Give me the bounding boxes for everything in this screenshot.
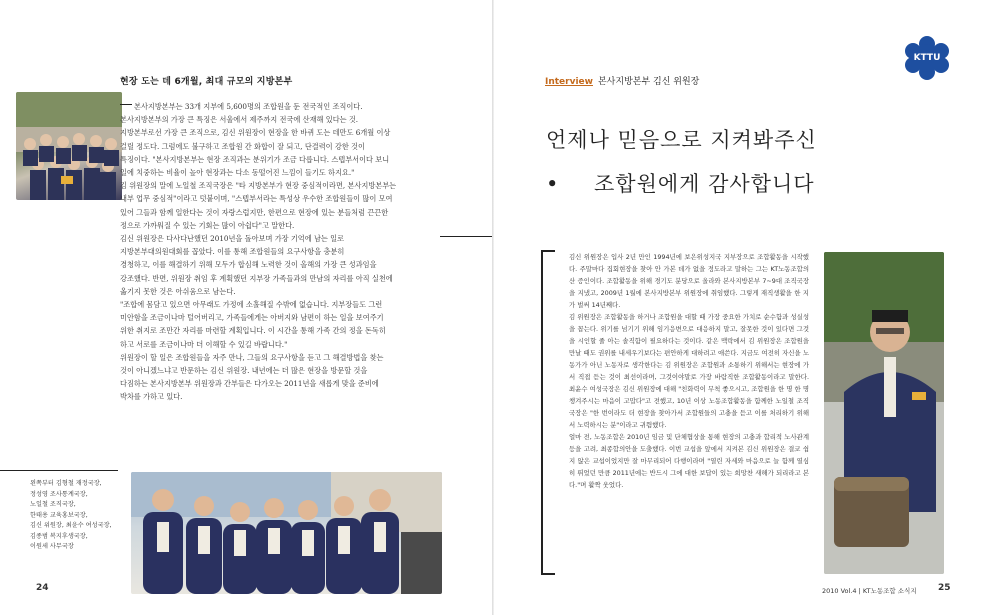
paragraph-line: 경청하고, 이를 해결하기 위해 모두가 합심해 노력한 것이 올해의 가장 큰 성과임을	[120, 260, 377, 270]
interview-subject: 본사지방본부 김신 위원장	[597, 77, 700, 87]
paragraph-line: 하고 서로를 조금이나마 더 이해할 수 있길 바랍니다."	[120, 339, 288, 349]
article-body-right	[569, 251, 809, 491]
paragraph-line: 걸릴 정도다. 그럼에도 불구하고 조합원 간 화합이 잘 되고, 단결력이 강한 것이	[120, 141, 365, 151]
text-frame-rule	[541, 250, 543, 575]
page-number-left: 24	[36, 583, 49, 593]
paragraph-line: 지방본부대의원대회를 꼽았다. 이를 통해 조합원들의 요구사항을 충분히	[120, 247, 345, 257]
headline-line-2-wrap	[546, 168, 815, 198]
caption-line: 한태용 교육홍보국장,	[30, 511, 88, 519]
section-title: 현장 도는 데 6개월, 최대 규모의 지방본부	[120, 77, 293, 87]
paragraph-line: 본사지방본부는 33개 지부에 5,600명의 조합원을 둔 전국적인 조직이다.	[134, 102, 363, 111]
caption-line: 노일철 조직국장,	[30, 501, 76, 508]
caption-line: 정성영 조사통계국장,	[30, 490, 88, 498]
paragraph-line: "조합에 몸담고 있으면 아무래도 가정에 소홀해질 수밖에 없습니다. 지부장들도 그런	[120, 300, 383, 310]
paragraph-line: 김 위원장의 말에 노일철 조직국장은 "타 지방본부가 현장 중심적이라면, 본사지방본부는	[120, 181, 397, 191]
paragraph-line: 박차를 가하고 있다.	[120, 392, 183, 402]
portrait-photo	[824, 252, 944, 574]
portrait-illustration	[824, 252, 944, 574]
caption-line: 김종범 복지후생국장,	[30, 532, 88, 540]
interview-paragraph: 얼마 전, 노동조합은 2010년 임금 및 단체협상을 통해 현장의 고충과 합리적 노사관계 등을 고려, 최종합의안을 도출했다. 이번 교섭을 앞에서 지켜본 김신 위원장은 결코 쉽지 않은 교섭이었지만 잘 마무리되어 다행이라며 "열린 자세와 마음으로 늘 함께 열심히 뛰었던 만큼 2011년에는 반드시 그에 대한 보답이 있는 희망찬 새해가 되리라고 본다."며 활짝 웃었다.	[569, 433, 809, 489]
group-photo-illustration	[16, 92, 122, 200]
paragraph-line: 옮기지 못한 것은 아쉬움으로 남는다.	[120, 286, 236, 296]
page-number-right: 25	[938, 583, 951, 593]
article-body-left	[120, 100, 455, 404]
text-frame-rule	[541, 250, 555, 252]
interview-paragraph: 김신 위원장은 입사 2년 만인 1994년에 보은위성지국 지부장으로 조합활동을 시작했다. 주말마다 집회현장을 찾아 안 가본 데가 없을 정도라고 말하는 그는 KT노동조합의 산 증인이다. 조합활동을 위해 경기도 분당으로 올라와 본사지방본부 7~9대 조직국장을 지냈고, 2009년 1월에 본사지방본부 위원장에 취임했다. 그렇게 재직생활을 한 지가 벌써 14년째다.	[569, 253, 809, 309]
paragraph-line: 것이 아니겠느냐고 반문하는 김신 위원장. 내년에는 더 많은 현장을 방문할 것을	[120, 366, 368, 376]
interview-paragraph: 김 위원장은 조합활동을 하거나 조합원을 대할 때 가장 중요한 가치로 순수함과 성실성을 꼽는다. 위기를 넘기기 위해 임기응변으로 대응하지 말고, 잘못한 것이 있다면 그것을 시인할 줄 아는 솔직함이 필요하다는 것이다. 같은 맥락에서 김 위원장은 조합원을 만날 때도 권위를 내세우기보다는 편안하게 대하려고 애쓴다. 지금도 여전히 자신을 노동가가 아닌 노동자로 생각한다는 김 위원장은 조합원과 소통하기 위해서는 현장에 가서 직접 듣는 것이 최선이라며, 그것이야말로 가장 바람직한 조합활동이라고 말한다. 최윤수 여성국장은 김신 위원장에 대해 "친화력이 무척 좋으시고, 조합원을 한 명 한 명 챙겨주시는 마음이 고맙다"고 전했고, 10년 이상 노동조합활동을 함께한 노일철 조직국장은 "한 번이라도 더 현장을 찾아가서 조합원들의 고충을 듣고 이를 처리하기 위해서 노력하시는 분"이라고 귀띔했다.	[569, 313, 809, 429]
caption-line: 이원세 사무국장	[30, 543, 74, 550]
paragraph-line: 다짐하는 본사지방본부 위원장과 간부들은 다가오는 2011년을 새롭게 맞을 준비에	[120, 379, 379, 389]
interview-label: Interview	[545, 77, 593, 87]
paragraph-line: 강조했다. 반면, 위원장 취임 후 계획했던 지부장 가족들과의 만남의 자리를 아직 실천에	[120, 273, 393, 283]
paragraph-line: 일에 치중하는 비율이 높아 현장과는 다소 동떨어진 느낌이 들기도 하지요."	[120, 168, 355, 178]
paragraph-line: 위원장이 할 일은 조합원들을 자주 만나, 그들의 요구사항을 듣고 그 해결방법을 찾는	[120, 352, 384, 362]
logo-text: KTTU	[913, 53, 941, 63]
headline-line-2: 조합원에게 감사합니다	[594, 172, 815, 196]
paragraph-line: 미안함을 조금이나마 털어버리고, 가족들에게는 아버지와 남편이 하는 일을 보여주기	[120, 313, 384, 323]
interview-header	[545, 74, 699, 87]
headline-bullet: •	[546, 172, 560, 196]
group-photo-bottom	[131, 472, 442, 594]
caption-line: 김신 위원장, 최윤수 여성국장,	[30, 522, 112, 529]
paragraph-line: 있어 그들과 함께 일한다는 것이 자랑스럽지만, 한편으로 현장에 있는 분들처럼 끈끈한	[120, 207, 389, 217]
paragraph-line: 특징이다. "본사지방본부는 현장 조직과는 분위기가 조금 다릅니다. 스텝부서이다 보니	[120, 154, 390, 164]
paragraph-line: 내부 업무 중심적"이라고 덧붙이며, "스텝부서라는 특성상 우수한 조합원들이 많이 모여	[120, 194, 393, 204]
text-frame-rule	[541, 573, 555, 575]
paragraph-line: 본사지방본부의 가장 큰 특징은 서울에서 제주까지 전국에 산재해 있다는 것.	[120, 115, 359, 125]
caption-line: 왼쪽부터 김형철 재정국장,	[30, 480, 102, 487]
paragraph-line: 정으로 가까워질 수 있는 기회는 많이 아쉽다"고 말한다.	[120, 220, 295, 230]
group-photo-top	[16, 92, 122, 200]
photo-caption	[30, 479, 120, 553]
issue-footer: 2010 Vol.4 | KT노동조합 소식지	[822, 587, 917, 595]
caption-rule	[0, 470, 118, 471]
page-gutter	[492, 0, 494, 615]
headline-line-1: 언제나 믿음으로 지켜봐주신	[546, 128, 817, 152]
paragraph-line: 지방본부로선 가장 큰 조직으로, 김신 위원장이 현장을 한 바퀴 도는 데만도 6개월 이상	[120, 128, 391, 138]
paragraph-line: 김신 위원장은 다사다난했던 2010년을 돌아보며 가장 기억에 남는 일로	[120, 234, 345, 244]
group-photo-illustration	[131, 472, 442, 594]
paragraph-line: 위한 취지로 조만간 자리를 마련할 계획입니다. 이 시간을 통해 가족 간의 정을 돈독히	[120, 326, 386, 336]
